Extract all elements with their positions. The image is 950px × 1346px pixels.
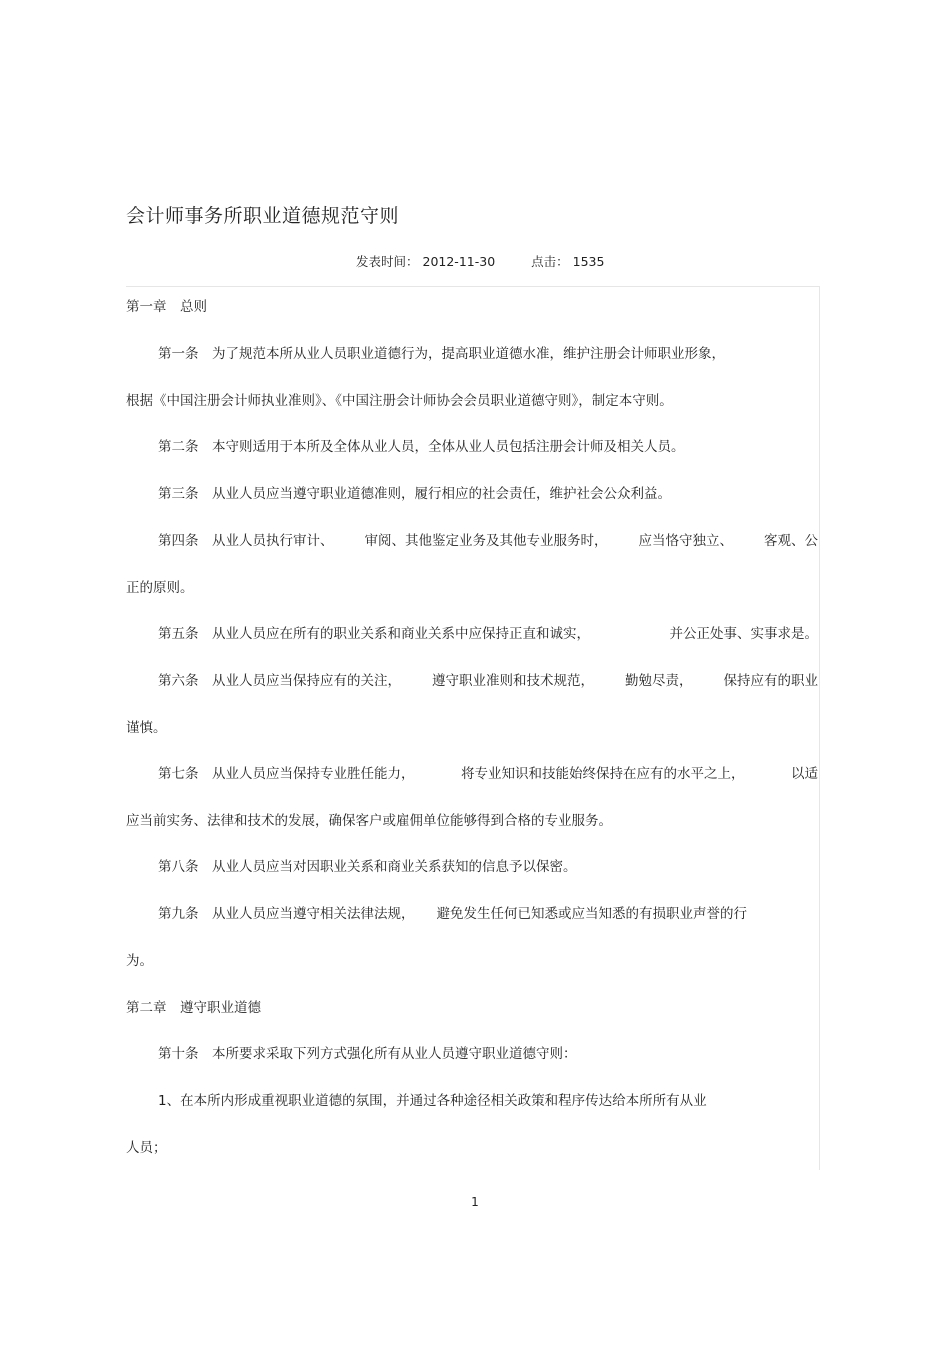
published-label: 发表时间：: [356, 254, 419, 269]
article-segment: 以适: [791, 766, 818, 782]
article-line: 正的原则。: [126, 580, 194, 596]
article-line: 第十条 本所要求采取下列方式强化所有从业人员遵守职业道德守则：: [158, 1046, 577, 1062]
article-line: 应当前实务、法律和技术的发展，确保客户或雇佣单位能够得到合格的专业服务。: [126, 813, 612, 829]
article-segment: 第九条 从业人员应当遵守相关法律法规，: [158, 906, 415, 922]
publish-meta: [356, 252, 604, 270]
chapter-heading: 第一章 总则: [126, 299, 207, 315]
article-segment: 审阅、其他鉴定业务及其他专业服务时，: [364, 533, 608, 549]
article-line: [126, 624, 818, 644]
page-number: 1: [471, 1195, 479, 1209]
article-segment: 应当恪守独立、: [638, 533, 733, 549]
article-line: [126, 904, 818, 924]
article-line: 人员；: [126, 1140, 167, 1156]
article-segment: 客观、公: [764, 533, 818, 549]
article-segment: 避免发生任何已知悉或应当知悉的有损职业声誉的行: [436, 906, 747, 922]
article-segment: 并公正处事、实事求是。: [669, 626, 818, 642]
article-line: 第一条 为了规范本所从业人员职业道德行为，提高职业道德水准，维护注册会计师职业形象，: [158, 346, 725, 362]
published-date: 2012-11-30: [422, 254, 496, 269]
content-right-divider: [819, 286, 820, 1170]
article-segment: 第五条 从业人员应在所有的职业关系和商业关系中应保持正直和诚实，: [158, 626, 590, 642]
clicks-count: 1535: [572, 254, 605, 269]
article-line: [126, 531, 818, 551]
article-segment: 保持应有的职业: [723, 673, 818, 689]
article-segment: 第七条 从业人员应当保持专业胜任能力，: [158, 766, 415, 782]
article-segment: 遵守职业准则和技术规范，: [432, 673, 594, 689]
article-line: [126, 764, 818, 784]
document-title: 会计师事务所职业道德规范守则: [126, 205, 400, 227]
article-segment: 第四条 从业人员执行审计、: [158, 533, 334, 549]
article-segment: 将专业知识和技能始终保持在应有的水平之上，: [461, 766, 745, 782]
article-line: 第八条 从业人员应当对因职业关系和商业关系获知的信息予以保密。: [158, 859, 577, 875]
article-line: 1、在本所内形成重视职业道德的氛围，并通过各种途径相关政策和程序传达给本所所有从业: [158, 1093, 707, 1109]
article-line: 谨慎。: [126, 720, 167, 736]
article-line: 第三条 从业人员应当遵守职业道德准则，履行相应的社会责任，维护社会公众利益。: [158, 486, 671, 502]
article-segment: 第六条 从业人员应当保持应有的关注，: [158, 673, 401, 689]
article-line: 根据《中国注册会计师执业准则》、《中国注册会计师协会会员职业道德守则》，制定本守则。: [126, 393, 673, 409]
article-segment: 勤勉尽责，: [625, 673, 693, 689]
clicks-label: 点击：: [531, 254, 569, 269]
article-line: [126, 671, 818, 691]
article-line: 为。: [126, 953, 153, 969]
article-line: 第二条 本守则适用于本所及全体从业人员，全体从业人员包括注册会计师及相关人员。: [158, 439, 685, 455]
content-top-divider: [126, 286, 819, 287]
chapter-heading: 第二章 遵守职业道德: [126, 1000, 261, 1016]
